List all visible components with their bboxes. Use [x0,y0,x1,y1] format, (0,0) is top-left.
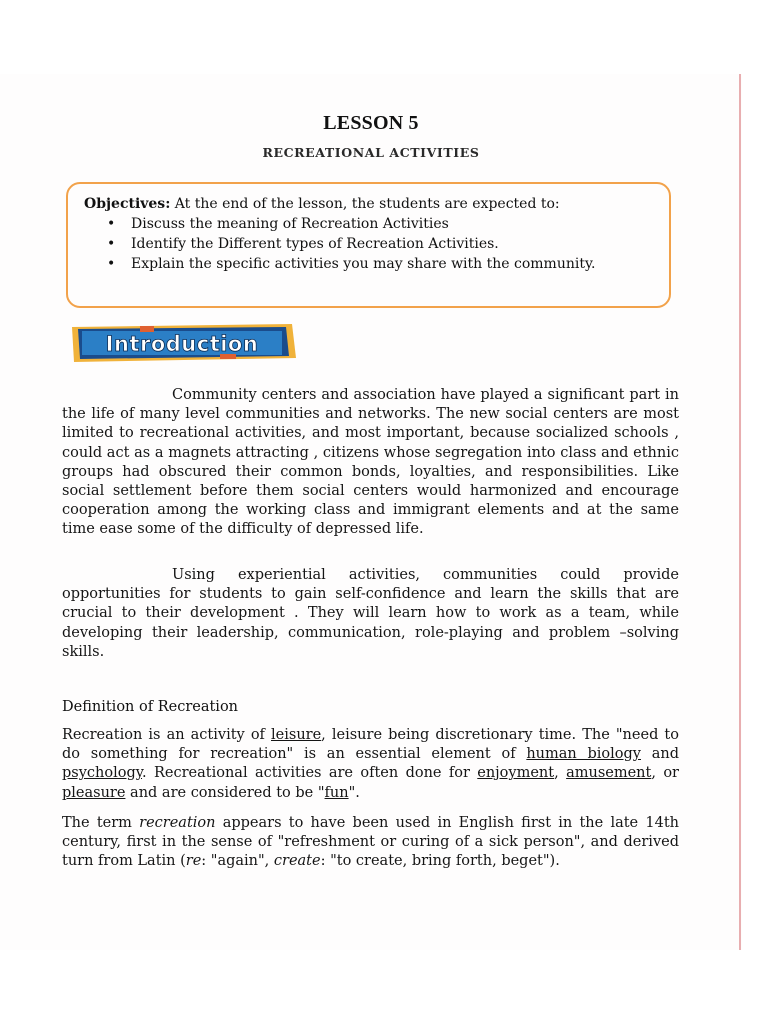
objective-item: • Explain the specific activities you may share with the community. [107,256,596,272]
paragraph-community-centers: Community centers and association have played a significant part in the life of many level communities and networks. The new social centers are most limited to recreational activities, and most important, because socialized schools , could act as a magnets attracting , citizens whose segregation into class and ethnic groups had obscured their common bonds, loyalties, and responsibilities. Like social settlement before them social centers would harmonized and encourage cooperation among the working class and immigrant elements and at the same time ease some of the difficulty of depressed life. [62,387,679,538]
bullet-icon: • [107,256,116,272]
link-pleasure[interactable]: pleasure [62,784,126,801]
objectives-list [84,214,653,274]
introduction-banner-text: Introduction [105,332,259,356]
objectives-lead [84,194,653,214]
objective-item: • Discuss the meaning of Recreation Activities [107,216,449,232]
objectives-lead-text: At the end of the lesson, the students are expected to: [170,196,560,212]
paragraph-recreation-definition: Recreation is an activity of leisure, leisure being discretionary time. The "need to do something for recreation" is an essential element of human biology and psychology. Recreational activities are often done for enjoyment, amusement, or pleasure and are considered to be "fun". [62,727,680,801]
lesson-title: LESSON 5 [323,112,419,134]
objectives-label: Objectives: [84,196,171,212]
link-fun[interactable]: fun [324,784,349,801]
link-leisure[interactable]: leisure [271,727,322,743]
link-psychology[interactable]: psychology [62,765,143,782]
objectives-box [66,182,671,308]
term-recreation: recreation [139,815,216,831]
paragraph-experiential-activities: Using experiential activities, communities could provide opportunities for students to gain self-confidence and learn the skills that are crucial to their development . They will learn how to work as a team, while developing their leadership, communication, role-playing and problem –solving skills. [62,567,679,660]
page-edge-rule [739,74,741,950]
term-re: re [185,853,202,870]
bullet-icon: • [107,236,116,252]
term-create: create [273,853,321,870]
link-amusement[interactable]: amusement [566,765,652,782]
objective-item: • Identify the Different types of Recreation Activities. [107,236,499,252]
introduction-banner [70,324,298,362]
definition-heading: Definition of Recreation [62,699,239,715]
link-enjoyment[interactable]: enjoyment [477,765,555,782]
link-human-biology[interactable]: human biology [526,746,641,763]
paragraph-term-origin: The term recreation appears to have been used in English first in the late 14th century, first in the sense of "refreshment or curing of a sick person", and derived turn from Latin (re: "again", create: "to create, bring forth, beget"). [62,815,679,870]
bullet-icon: • [107,216,116,232]
lesson-subtitle: RECREATIONAL ACTIVITIES [262,145,480,160]
